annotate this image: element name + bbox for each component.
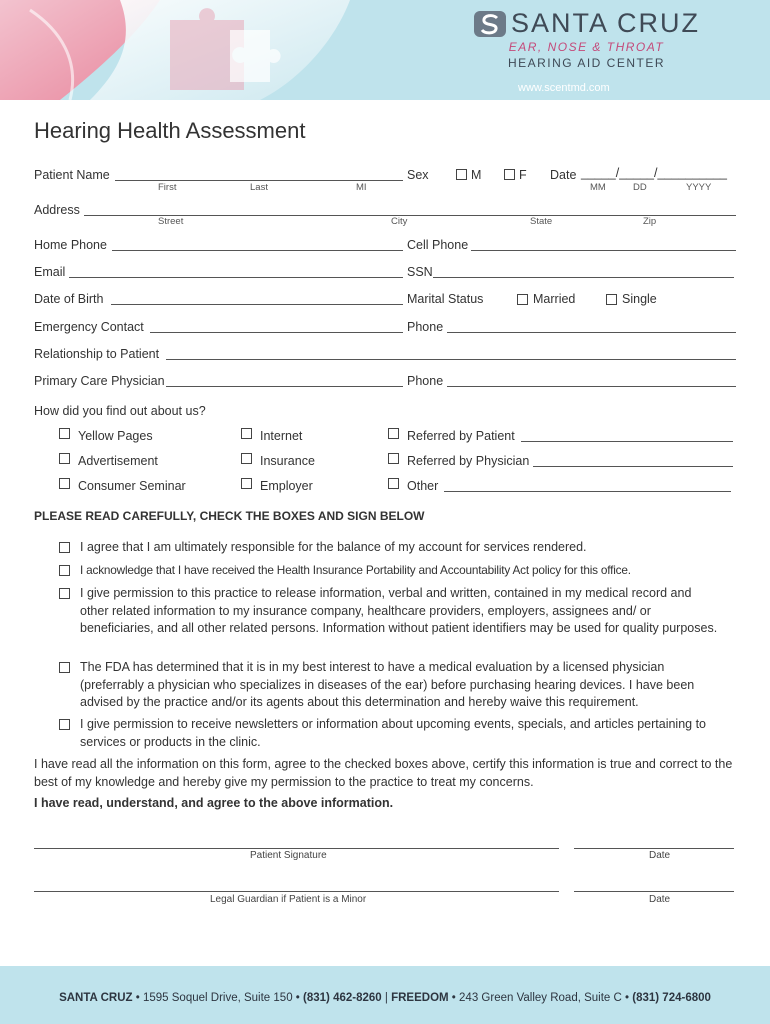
guardian-date-line[interactable] bbox=[574, 891, 734, 892]
first-caption: First bbox=[158, 182, 177, 193]
consent-release-checkbox[interactable] bbox=[59, 588, 70, 599]
consent-heading: PLEASE READ CAREFULLY, CHECK THE BOXES AND SIGN BELOW bbox=[34, 509, 425, 523]
insurance-checkbox[interactable] bbox=[241, 453, 252, 464]
cell-phone-label: Cell Phone bbox=[407, 238, 469, 252]
single-checkbox[interactable] bbox=[606, 294, 617, 305]
footer-bullet: • bbox=[295, 992, 300, 1004]
internet-checkbox[interactable] bbox=[241, 428, 252, 439]
footer-contact bbox=[0, 992, 770, 1004]
guardian-signature-line[interactable] bbox=[34, 891, 559, 892]
footer-bullet: • bbox=[451, 992, 456, 1004]
consent-fda-text: The FDA has determined that it is in my best interest to have a medical evaluation by a licensed physician (preferrably a physician who specializes in diseases of the ear) before purchasing hearing devices. I have been advised by the practice and/or its agents about this determination and hereby waive this requirement. bbox=[80, 660, 695, 709]
internet-label: Internet bbox=[260, 429, 303, 443]
brand-name: SANTA CRUZ bbox=[510, 8, 700, 38]
last-caption: Last bbox=[250, 182, 268, 193]
consent-release-text: I give permission to this practice to release information, verbal and written, contained in my medical record and other related information to my insurance company, healthcare providers, employers, assignees and/ or beneficiaries, and all other related persons. Information without patient identifiers may be used for quality purposes. bbox=[80, 586, 718, 635]
ssn-field[interactable] bbox=[433, 277, 734, 278]
married-checkbox[interactable] bbox=[517, 294, 528, 305]
emergency-contact-field[interactable] bbox=[150, 332, 403, 333]
pcp-phone-label: Phone bbox=[407, 374, 444, 388]
other-checkbox[interactable] bbox=[388, 478, 399, 489]
zip-caption: Zip bbox=[643, 216, 657, 227]
dd-caption: DD bbox=[633, 182, 647, 193]
date-label: Date bbox=[550, 168, 577, 182]
sex-m-checkbox[interactable] bbox=[456, 169, 467, 180]
referred-by-physician-label: Referred by Physician bbox=[407, 454, 530, 468]
date-field[interactable]: _____/_____/__________ bbox=[581, 166, 727, 180]
state-caption: State bbox=[530, 216, 553, 227]
other-field[interactable] bbox=[444, 491, 731, 492]
mm-caption: MM bbox=[590, 182, 606, 193]
advertisement-label: Advertisement bbox=[78, 454, 158, 468]
home-phone-field[interactable] bbox=[112, 250, 403, 251]
insurance-label: Insurance bbox=[260, 454, 315, 468]
referral-question: How did you find out about us? bbox=[34, 404, 206, 418]
patient-signature-caption: Patient Signature bbox=[250, 850, 327, 861]
pcp-label: Primary Care Physician bbox=[34, 374, 165, 388]
footer-bullet: • bbox=[135, 992, 140, 1004]
footer-divider: | bbox=[384, 992, 388, 1004]
referred-by-patient-label: Referred by Patient bbox=[407, 429, 515, 443]
other-label: Other bbox=[407, 479, 439, 493]
married-label: Married bbox=[533, 292, 576, 306]
referred-by-patient-checkbox[interactable] bbox=[388, 428, 399, 439]
relationship-label: Relationship to Patient bbox=[34, 347, 160, 361]
brand-subtitle-2: HEARING AID CENTER bbox=[507, 56, 665, 70]
dob-label: Date of Birth bbox=[34, 292, 104, 306]
referred-by-patient-field[interactable] bbox=[521, 441, 733, 442]
santa-cruz-logo-icon bbox=[473, 9, 507, 39]
relationship-field[interactable] bbox=[166, 359, 736, 360]
brand-block bbox=[473, 8, 700, 70]
city-caption: City bbox=[391, 216, 408, 227]
sex-f-checkbox[interactable] bbox=[504, 169, 515, 180]
page-title: Hearing Health Assessment bbox=[34, 118, 306, 143]
guardian-signature-caption: Legal Guardian if Patient is a Minor bbox=[210, 894, 367, 905]
marital-status-label: Marital Status bbox=[407, 292, 484, 306]
consent-balance-text: I agree that I am ultimately responsible for the balance of my account for services rendered. bbox=[80, 540, 587, 554]
patient-date-caption: Date bbox=[649, 850, 671, 861]
footer-loc1-name: SANTA CRUZ bbox=[59, 992, 133, 1004]
pcp-phone-field[interactable] bbox=[447, 386, 736, 387]
consent-newsletter-checkbox[interactable] bbox=[59, 719, 70, 730]
mi-caption: MI bbox=[356, 182, 367, 193]
advertisement-checkbox[interactable] bbox=[59, 453, 70, 464]
employer-label: Employer bbox=[260, 479, 313, 493]
street-caption: Street bbox=[158, 216, 184, 227]
footer-loc1-phone: (831) 462-8260 bbox=[303, 992, 382, 1004]
sex-f-label: F bbox=[519, 168, 527, 182]
yellow-pages-label: Yellow Pages bbox=[78, 429, 153, 443]
footer-loc2-address: 243 Green Valley Road, Suite C bbox=[459, 992, 622, 1004]
agree-statement: I have read, understand, and agree to the above information. bbox=[34, 796, 394, 810]
footer-loc1-address: 1595 Soquel Drive, Suite 150 bbox=[142, 992, 293, 1004]
sex-m-label: M bbox=[471, 168, 482, 182]
emergency-contact-label: Emergency Contact bbox=[34, 320, 144, 334]
referred-by-physician-field[interactable] bbox=[533, 466, 733, 467]
consumer-seminar-checkbox[interactable] bbox=[59, 478, 70, 489]
consent-fda-checkbox[interactable] bbox=[59, 662, 70, 673]
pcp-field[interactable] bbox=[166, 386, 403, 387]
yellow-pages-checkbox[interactable] bbox=[59, 428, 70, 439]
emergency-phone-label: Phone bbox=[407, 320, 444, 334]
cell-phone-field[interactable] bbox=[471, 250, 736, 251]
employer-checkbox[interactable] bbox=[241, 478, 252, 489]
consent-balance-checkbox[interactable] bbox=[59, 542, 70, 553]
sex-label: Sex bbox=[407, 168, 429, 182]
footer-bullet: • bbox=[625, 992, 630, 1004]
home-phone-label: Home Phone bbox=[34, 238, 107, 252]
footer-loc2-name: FREEDOM bbox=[391, 992, 449, 1004]
certify-text: I have read all the information on this form, agree to the checked boxes above, certify this information is true and correct to the best of my knowledge and hereby give my permission to the practice to treat my concerns. bbox=[34, 757, 733, 789]
ssn-label: SSN bbox=[407, 265, 433, 279]
referred-by-physician-checkbox[interactable] bbox=[388, 453, 399, 464]
yyyy-caption: YYYY bbox=[686, 182, 712, 193]
dob-field[interactable] bbox=[111, 304, 403, 305]
guardian-date-caption: Date bbox=[649, 894, 671, 905]
consent-newsletter-text: I give permission to receive newsletters or information about upcoming events, specials, and articles pertaining to services or products in the clinic. bbox=[80, 717, 707, 749]
address-label: Address bbox=[34, 203, 80, 217]
website-link[interactable]: www.scentmd.com bbox=[518, 82, 610, 94]
brand-subtitle: EAR, NOSE & THROAT bbox=[508, 40, 665, 54]
email-field[interactable] bbox=[69, 277, 403, 278]
consent-hipaa-text: I acknowledge that I have received the Health Insurance Portability and Accountability Act policy for this office. bbox=[80, 563, 631, 577]
single-label: Single bbox=[622, 292, 657, 306]
email-label: Email bbox=[34, 265, 66, 279]
patient-name-label: Patient Name bbox=[34, 168, 110, 182]
patient-date-line[interactable] bbox=[574, 848, 734, 849]
consumer-seminar-label: Consumer Seminar bbox=[78, 479, 186, 493]
header-banner bbox=[0, 0, 770, 100]
footer-loc2-phone: (831) 724-6800 bbox=[632, 992, 711, 1004]
patient-signature-line[interactable] bbox=[34, 848, 559, 849]
consent-hipaa-checkbox[interactable] bbox=[59, 565, 70, 576]
patient-name-field[interactable] bbox=[115, 180, 403, 181]
puzzle-art-image bbox=[0, 0, 380, 100]
emergency-phone-field[interactable] bbox=[447, 332, 736, 333]
footer-bar bbox=[0, 966, 770, 1024]
